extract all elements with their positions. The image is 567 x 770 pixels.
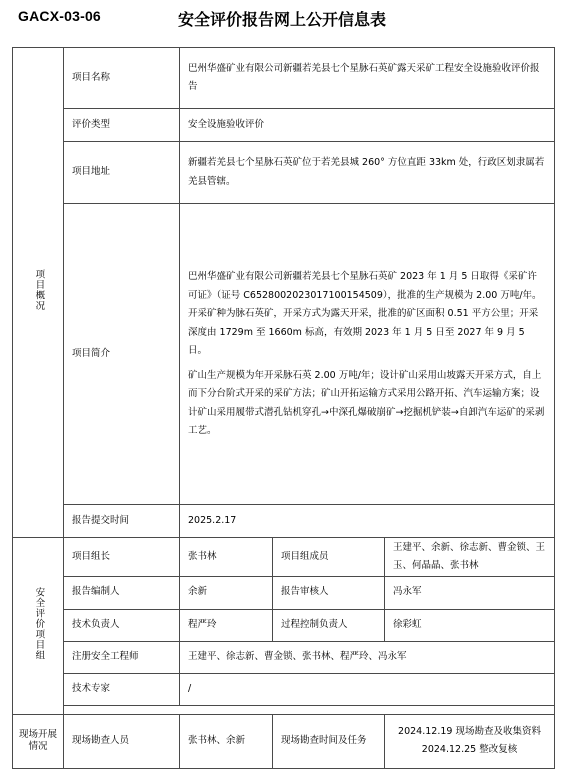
tech-expert-label: 技术专家 (64, 674, 180, 706)
blank-cell (64, 706, 555, 714)
survey-staff-label: 现场勘查人员 (64, 714, 180, 768)
row-report-writer (13, 577, 555, 609)
tech-lead-label: 技术负责人 (64, 609, 180, 641)
survey-time-line: 2024.12.25 整改复核 (421, 744, 518, 756)
info-table (12, 47, 555, 769)
section-evaluation-team: 安全评价项目组 (13, 537, 64, 714)
section-site-survey: 现场开展情况 (13, 714, 64, 768)
team-leader-label: 项目组长 (64, 537, 180, 577)
survey-time-label: 现场勘查时间及任务 (273, 714, 385, 768)
project-name-value: 巴州华盛矿业有限公司新疆若羌县七个星脉石英矿露天采矿工程安全设施验收评价报告 (180, 48, 555, 109)
document-code: GACX-03-06 (18, 8, 101, 24)
section-project-overview: 项目概况 (13, 48, 64, 538)
survey-staff-value: 张书林、余新 (180, 714, 273, 768)
row-tech-expert (13, 674, 555, 706)
project-intro-value (180, 204, 555, 505)
survey-time-value (385, 714, 555, 768)
row-project-name (13, 48, 555, 109)
report-reviewer-value: 冯永军 (385, 577, 555, 609)
row-project-intro (13, 204, 555, 505)
row-spacer (13, 706, 555, 714)
project-name-label: 项目名称 (64, 48, 180, 109)
team-members-label: 项目组成员 (273, 537, 385, 577)
row-site-survey (13, 714, 555, 768)
project-intro-paragraph: 矿山生产规模为年开采脉石英 2.00 万吨/年；设计矿山采用山坡露天开采方式，自上而下分台阶式开采的采矿方法；矿山开拓运输方式采用公路开拓、汽车运输方案；设计矿山采用履带式潜孔钻机穿孔→中深孔爆破崩矿→挖掘机铲装→自卸汽车运矿的采剥工艺。 (188, 369, 545, 437)
project-address-value: 新疆若羌县七个星脉石英矿位于若羌县城 260° 方位直距 33km 处，行政区划隶属若羌县管辖。 (180, 141, 555, 204)
safety-engineers-value: 王建平、徐志新、曹金锁、张书林、程严玲、冯永军 (180, 641, 555, 673)
evaluation-type-value: 安全设施验收评价 (180, 109, 555, 141)
row-evaluation-type (13, 109, 555, 141)
safety-engineers-label: 注册安全工程师 (64, 641, 180, 673)
submit-time-value: 2025.2.17 (180, 505, 555, 537)
row-project-address (13, 141, 555, 204)
tech-lead-value: 程严玲 (180, 609, 273, 641)
evaluation-type-label: 评价类型 (64, 109, 180, 141)
row-submit-time (13, 505, 555, 537)
project-intro-paragraph: 巴州华盛矿业有限公司新疆若羌县七个星脉石英矿 2023 年 1 月 5 日取得《采矿许可证》（证号 C6528002023017100154509），批准的生产规模为 2.00 万吨/年。开采矿种为脉石英矿，开采方式为露天开采，批准的矿区面积 0.51 平方公里；开采深度由 1729m 至 1660m 标高，有效期 2023 年 1 月 5 日至 2027 年 9 月 5 日。 (188, 271, 542, 357)
process-control-value: 徐彩虹 (385, 609, 555, 641)
report-reviewer-label: 报告审核人 (273, 577, 385, 609)
team-members-value: 王建平、余新、徐志新、曹金锁、王玉、何晶晶、张书林 (385, 537, 555, 577)
report-writer-label: 报告编制人 (64, 577, 180, 609)
report-writer-value: 余新 (180, 577, 273, 609)
row-tech-lead (13, 609, 555, 641)
page-title: 安全评价报告网上公开信息表 (178, 10, 387, 29)
process-control-label: 过程控制负责人 (273, 609, 385, 641)
team-leader-value: 张书林 (180, 537, 273, 577)
project-address-label: 项目地址 (64, 141, 180, 204)
tech-expert-value: / (180, 674, 555, 706)
row-safety-engineers (13, 641, 555, 673)
submit-time-label: 报告提交时间 (64, 505, 180, 537)
row-team-leader (13, 537, 555, 577)
survey-time-line: 2024.12.19 现场勘查及收集资料 (398, 726, 541, 738)
project-intro-label: 项目简介 (64, 204, 180, 505)
